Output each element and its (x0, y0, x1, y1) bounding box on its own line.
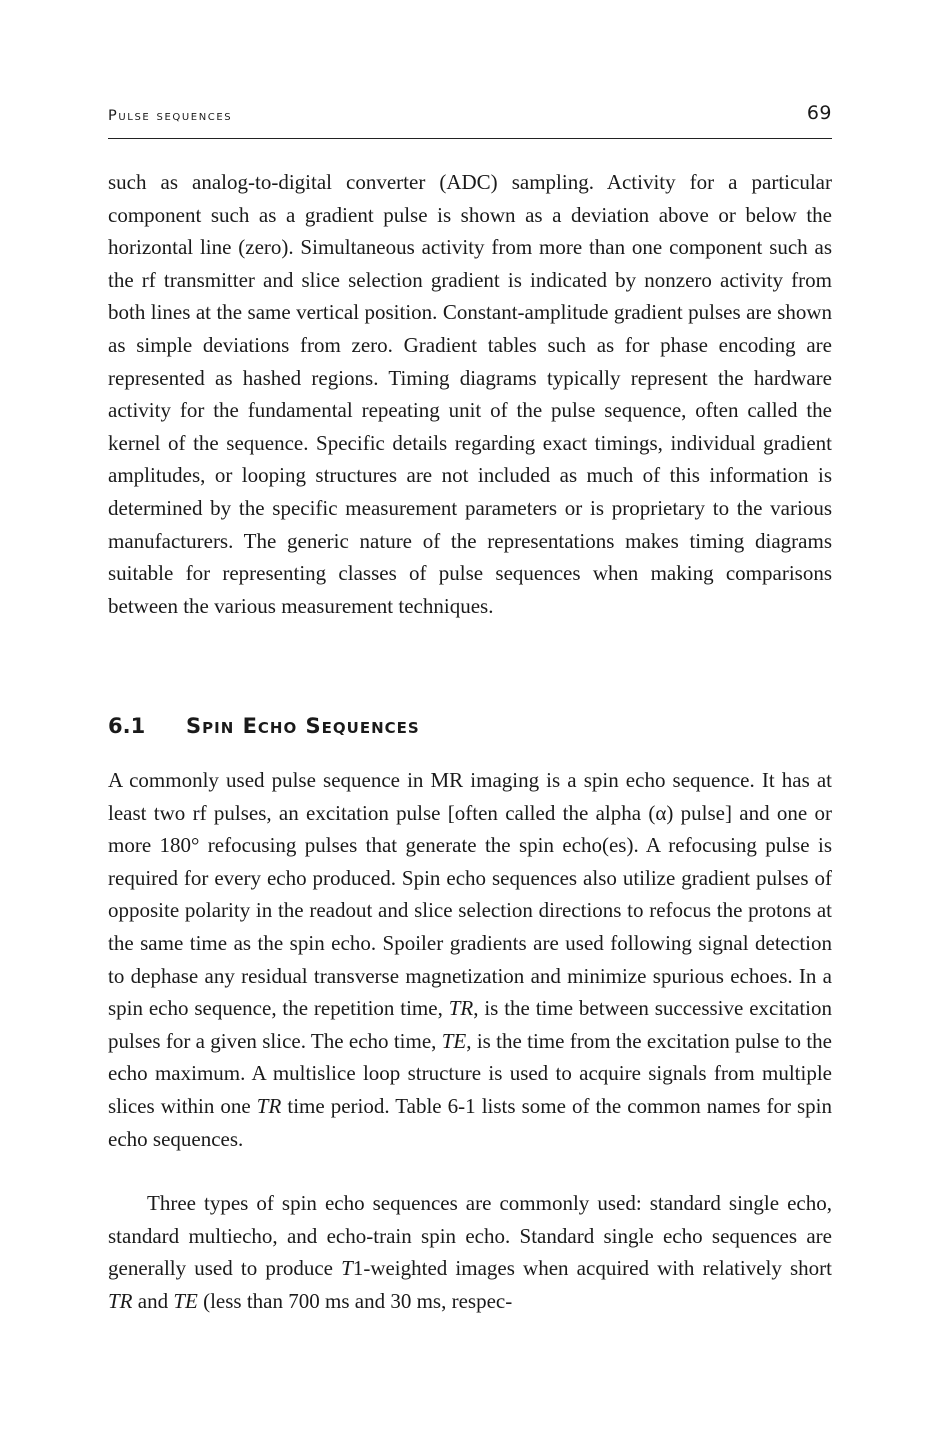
section-number: 6.1 (108, 714, 146, 738)
running-title: Pulse sequences (108, 108, 233, 124)
section-heading (108, 714, 832, 748)
intro-paragraph: such as analog-to-digital converter (ADC) sampling. Activity for a particular component such as a gradient pulse is shown as a deviation above or below the horizontal line (zero). Simultaneous activity from more than one component such as the rf transmitter and slice selection gradient is indicated by nonzero activity from both lines at the same vertical position. Constant-amplitude gradient pulses are shown as simple deviations from zero. Gradient tables such as for phase encoding are represented as hashed regions. Timing diagrams typically represent the hardware activity for the fundamental repeating unit of the pulse sequence, often called the kernel of the sequence. Specific details regarding exact timings, individual gradient amplitudes, or looping structures are not included as much of this information is determined by the specific measurement parameters or is proprietary to the various manufacturers. The generic nature of the representations makes timing diagrams suitable for representing classes of pulse sequences when making comparisons between the various measurement techniques. (108, 170, 832, 618)
page-number: 69 (806, 102, 832, 124)
echo-types-paragraph: Three types of spin echo sequences are commonly used: standard single echo, standard multiecho, and echo-train spin echo. Standard single echo sequences are generally used to produce T1-weighted images when acquired with relatively short TR and TE (less than 700 ms and 30 ms, respec- (108, 1191, 833, 1313)
spin-echo-paragraph: A commonly used pulse sequence in MR imaging is a spin echo sequence. It has at least two rf pulses, an excitation pulse [often called the alpha (α) pulse] and one or more 180° refocusing pulses that generate the spin echo(es). A refocusing pulse is required for every echo produced. Spin echo sequences also utilize gradient pulses of opposite polarity in the readout and slice selection directions to refocus the protons at the same time as the spin echo. Spoiler gradients are used following signal detection to dephase any residual transverse magnetization and minimize spurious echoes. In a spin echo sequence, the repetition time, TR, is the time between successive excitation pulses for a given slice. The echo time, TE, is the time from the excitation pulse to the echo maximum. A multislice loop structure is used to acquire signals from multiple slices within one TR time period. Table 6-1 lists some of the common names for spin echo sequences. (108, 768, 832, 1151)
section-title: Spin Echo Sequences (186, 714, 420, 738)
running-header (108, 100, 832, 139)
